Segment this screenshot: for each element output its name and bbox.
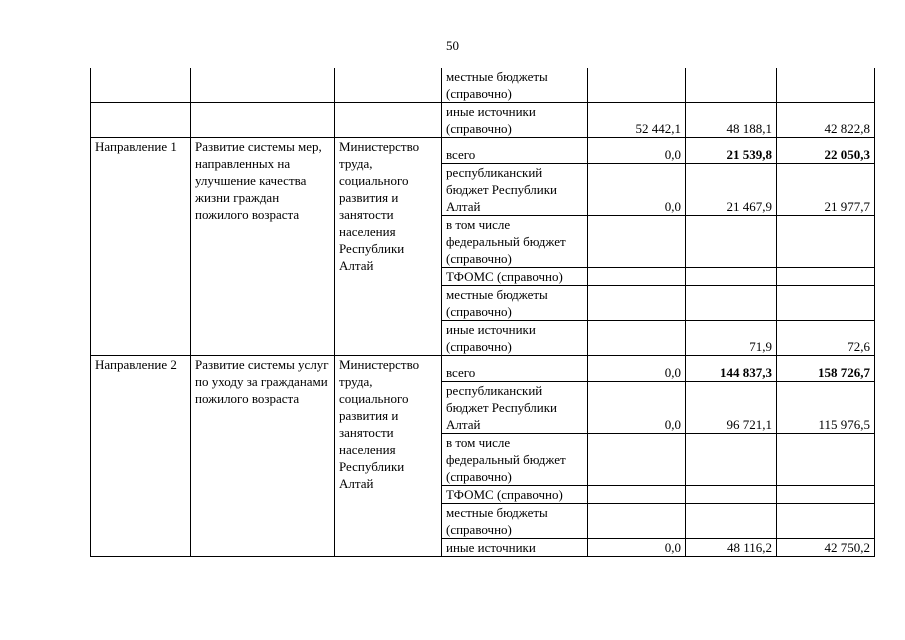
page-number: 50 [446, 38, 459, 53]
value-cell [686, 268, 777, 286]
value-cell: 42 822,8 [777, 103, 875, 138]
direction-executor: Министерство труда, социального развития и занятости населения Республики Алтай [335, 138, 442, 356]
value-cell: 42 750,2 [777, 539, 875, 557]
value-cell [686, 286, 777, 321]
value-cell [686, 216, 777, 268]
source-cell: республиканский бюджет Республики Алтай [442, 164, 588, 216]
source-cell: в том числе федеральный бюджет (справочно) [442, 216, 588, 268]
value-cell: 0,0 [588, 138, 686, 164]
source-cell: местные бюджеты (справочно) [442, 286, 588, 321]
value-cell: 21 539,8 [686, 138, 777, 164]
value-cell: 48 116,2 [686, 539, 777, 557]
empty-cell [191, 103, 335, 138]
value-cell [777, 216, 875, 268]
value-cell: 0,0 [588, 382, 686, 434]
value-cell [686, 504, 777, 539]
source-cell: иные источники (справочно) [442, 103, 588, 138]
value-cell [777, 504, 875, 539]
value-cell [777, 286, 875, 321]
empty-cell [191, 68, 335, 103]
value-cell [686, 68, 777, 103]
table-row [91, 103, 875, 138]
source-cell: ТФОМС (справочно) [442, 486, 588, 504]
value-cell [588, 321, 686, 356]
value-cell: 48 188,1 [686, 103, 777, 138]
source-cell: всего [442, 356, 588, 382]
source-cell: иные источники [442, 539, 588, 557]
value-cell: 0,0 [588, 356, 686, 382]
empty-cell [335, 103, 442, 138]
value-cell [777, 434, 875, 486]
value-cell [588, 504, 686, 539]
value-cell [588, 286, 686, 321]
value-cell: 96 721,1 [686, 382, 777, 434]
table-row [91, 138, 875, 164]
direction-label: Направление 2 [91, 356, 191, 557]
value-cell: 71,9 [686, 321, 777, 356]
direction-executor: Министерство труда, социального развития и занятости населения Республики Алтай [335, 356, 442, 557]
source-cell: ТФОМС (справочно) [442, 268, 588, 286]
value-cell [777, 486, 875, 504]
value-cell: 0,0 [588, 539, 686, 557]
direction-label: Направление 1 [91, 138, 191, 356]
direction-description: Развитие системы мер, направленных на улучшение качества жизни граждан пожилого возраста [191, 138, 335, 356]
value-cell [588, 268, 686, 286]
value-cell [777, 68, 875, 103]
source-cell: в том числе федеральный бюджет (справочно) [442, 434, 588, 486]
value-cell: 115 976,5 [777, 382, 875, 434]
value-cell [588, 434, 686, 486]
value-cell [686, 434, 777, 486]
value-cell: 72,6 [777, 321, 875, 356]
table-row [91, 68, 875, 103]
value-cell: 52 442,1 [588, 103, 686, 138]
value-cell [588, 486, 686, 504]
value-cell [588, 216, 686, 268]
value-cell: 22 050,3 [777, 138, 875, 164]
value-cell: 144 837,3 [686, 356, 777, 382]
value-cell: 0,0 [588, 164, 686, 216]
value-cell: 21 467,9 [686, 164, 777, 216]
value-cell [588, 68, 686, 103]
empty-cell [91, 68, 191, 103]
value-cell [686, 486, 777, 504]
source-cell: местные бюджеты (справочно) [442, 504, 588, 539]
table-row [91, 356, 875, 382]
empty-cell [91, 103, 191, 138]
value-cell: 21 977,7 [777, 164, 875, 216]
value-cell: 158 726,7 [777, 356, 875, 382]
value-cell [777, 268, 875, 286]
source-cell: всего [442, 138, 588, 164]
source-cell: иные источники (справочно) [442, 321, 588, 356]
budget-table [90, 68, 875, 557]
empty-cell [335, 68, 442, 103]
direction-description: Развитие системы услуг по уходу за гражданами пожилого возраста [191, 356, 335, 557]
source-cell: местные бюджеты (справочно) [442, 68, 588, 103]
source-cell: республиканский бюджет Республики Алтай [442, 382, 588, 434]
